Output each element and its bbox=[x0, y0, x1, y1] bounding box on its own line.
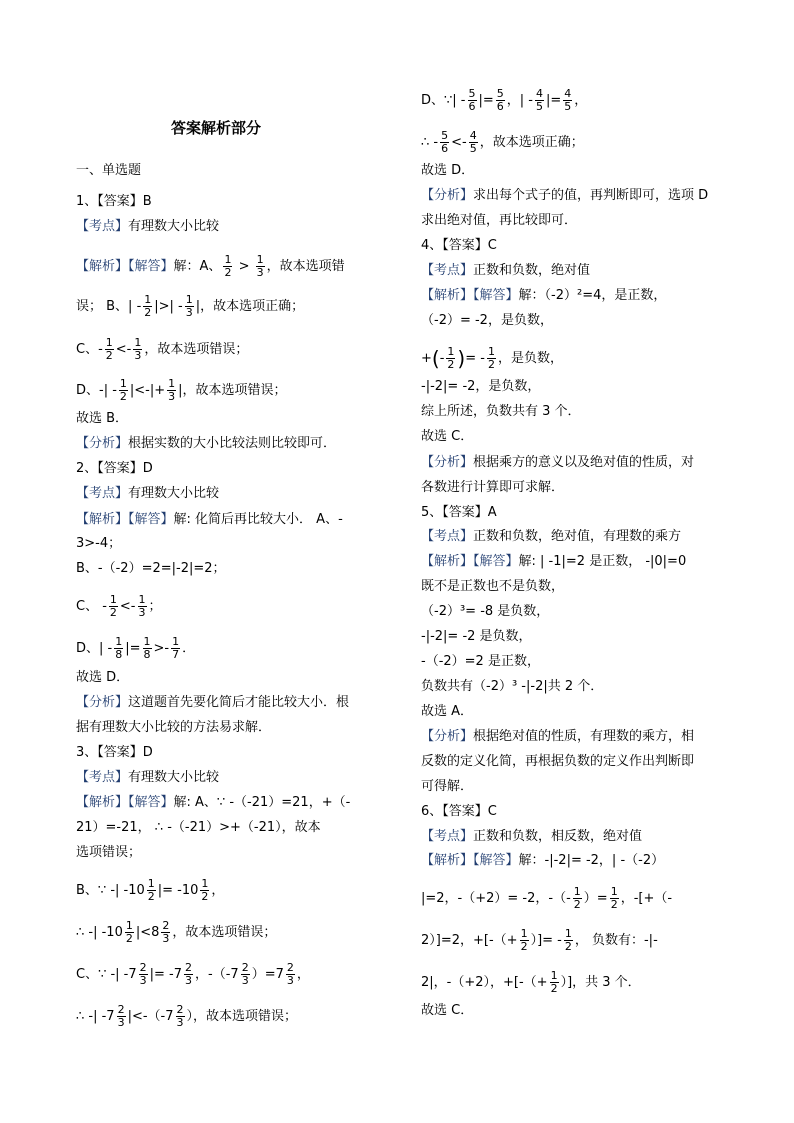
q4-fenxi-line1: 【分析】根据乘方的意义以及绝对值的性质，对 bbox=[421, 455, 695, 470]
q6-jiexi-line3: 2）]=2，+[-（+ $\frac{1}{2}$ ）]= - $\frac{1}{2}$ ， 负数有：-|- bbox=[421, 927, 658, 953]
fraction: $\frac{1}{2}$ bbox=[520, 927, 528, 953]
q5-jiexi-line3: （-2）³= -8 是负数， bbox=[421, 604, 550, 619]
fraction: $\frac{1}{2}$ bbox=[105, 336, 113, 362]
fraction: $\frac{5}{6}$ bbox=[441, 129, 449, 155]
q3-jiexi-line2: 21）=-21， ∴ -（-21）>+（-21），故本 bbox=[76, 820, 321, 835]
fraction: $\frac{2}{3}$ bbox=[185, 961, 193, 987]
q2-jiexi-line5: D、| - $\frac{1}{8}$ |= $\frac{1}{8}$ >- $\frac{1}{7}$ ． bbox=[76, 635, 196, 661]
q1-jiexi-line1: 【解析】【解答】解：A、 $\frac{1}{2}$ > $\frac{1}{3}$ ，故本选项错 bbox=[76, 253, 345, 279]
q6-choose: 故选 C． bbox=[421, 1003, 474, 1018]
fraction: $\frac{1}{2}$ bbox=[573, 885, 581, 911]
q6-jiexi-line1: 【解析】【解答】解：-|-2|= -2，| -（-2） bbox=[421, 853, 665, 868]
fraction: $\frac{1}{3}$ bbox=[134, 336, 142, 362]
fraction: $\frac{1}{2}$ bbox=[224, 253, 232, 279]
fraction: $\frac{2}{3}$ bbox=[241, 961, 249, 987]
q3-c-line1: C、∵ -| -7 $\frac{2}{3}$ |= -7 $\frac{2}{3}$ ，-（-7 $\frac{2}{3}$ ）=7 $\frac{2}{3}$ ， bbox=[76, 961, 310, 987]
q6-jiexi-line2: |=2，-（+2）= -2，-（- $\frac{1}{2}$ ）= $\frac{1}{2}$ ，-[+（- bbox=[421, 885, 673, 911]
q2-fenxi-line1: 【分析】这道题首先要化简后才能比较大小．根 bbox=[76, 695, 350, 710]
fraction: $\frac{1}{2}$ bbox=[144, 293, 152, 319]
q3-fenxi-line1: 【分析】求出每个式子的值，再判断即可，选项 D bbox=[421, 188, 709, 203]
q3-fenxi-line2: 求出绝对值，再比较即可． bbox=[421, 213, 578, 228]
q5-kaodian: 【考点】正数和负数，绝对值，有理数的乘方 bbox=[421, 529, 682, 544]
fraction: $\frac{1}{2}$ bbox=[125, 919, 133, 945]
q3-d-line1: D、∵| - $\frac{5}{6}$ |= $\frac{5}{6}$ ，| - $\frac{4}{5}$ |= $\frac{4}{5}$ ， bbox=[421, 87, 588, 113]
q5-jiexi-line2: 既不是正数也不是负数， bbox=[421, 579, 565, 594]
q3-b-line1: B、∵ -| -10 $\frac{1}{2}$ |= -10 $\frac{1}{2}$ ， bbox=[76, 877, 225, 903]
page-title: 答案解析部分 bbox=[171, 119, 262, 137]
fraction: $\frac{5}{6}$ bbox=[496, 87, 504, 113]
q5-choose: 故选 A． bbox=[421, 704, 474, 719]
q4-jiexi-line1: 【解析】【解答】解：（-2）²=4，是正数， bbox=[421, 288, 667, 303]
q1-fenxi: 【分析】根据实数的大小比较法则比较即可． bbox=[76, 436, 337, 451]
q3-jiexi-line1: 【解析】【解答】解: A、∵ -（-21）=21，+（- bbox=[76, 795, 351, 810]
q4-answer: 4、【答案】C bbox=[421, 238, 497, 253]
fraction: $\frac{1}{8}$ bbox=[143, 635, 151, 661]
fraction: $\frac{1}{2}$ bbox=[610, 885, 618, 911]
fraction: $\frac{1}{2}$ bbox=[119, 377, 127, 403]
q2-kaodian: 【考点】有理数大小比较 bbox=[76, 486, 220, 501]
fraction: $\frac{1}{2}$ bbox=[109, 593, 117, 619]
q3-choose: 故选 D． bbox=[421, 163, 475, 178]
fraction: $\frac{4}{5}$ bbox=[564, 87, 572, 113]
q5-jiexi-line5: -（-2）=2 是正数， bbox=[421, 654, 540, 669]
q2-choose: 故选 D． bbox=[76, 670, 130, 685]
q3-c-line2: ∴ -| -7 $\frac{2}{3}$ |<-（-7 $\frac{2}{3}$ ），故本选项错误； bbox=[76, 1003, 298, 1029]
q5-fenxi-line1: 【分析】根据绝对值的性质，有理数的乘方，相 bbox=[421, 729, 695, 744]
q4-kaodian: 【考点】正数和负数，绝对值 bbox=[421, 263, 591, 278]
q2-fenxi-line2: 据有理数大小比较的方法易求解． bbox=[76, 720, 272, 735]
q4-fenxi-line2: 各数进行计算即可求解． bbox=[421, 480, 565, 495]
q2-jiexi-line2: 3>-4； bbox=[76, 536, 122, 551]
q1-jiexi-line2: 误； B、| - $\frac{1}{2}$ |>| - $\frac{1}{3}$ |，故本选项正确； bbox=[76, 293, 305, 319]
fraction: $\frac{1}{7}$ bbox=[172, 635, 180, 661]
q5-fenxi-line3: 可得解． bbox=[421, 779, 474, 794]
q5-jiexi-line4: -|-2|= -2 是负数， bbox=[421, 629, 532, 644]
q4-jiexi-line2: （-2）= -2，是负数， bbox=[421, 313, 553, 328]
q3-kaodian: 【考点】有理数大小比较 bbox=[76, 770, 220, 785]
section-heading: 一、单选题 bbox=[76, 163, 142, 178]
fraction: $\frac{1}{3}$ bbox=[168, 377, 176, 403]
fraction: $\frac{1}{3}$ bbox=[256, 253, 264, 279]
q1-kaodian: 【考点】有理数大小比较 bbox=[76, 219, 220, 234]
q4-choose: 故选 C． bbox=[421, 429, 474, 444]
q5-fenxi-line2: 反数的定义化简，再根据负数的定义作出判断即 bbox=[421, 754, 695, 769]
fraction: $\frac{4}{5}$ bbox=[536, 87, 543, 113]
q5-jiexi-line6: 负数共有（-2）³ -|-2|共 2 个． bbox=[421, 679, 604, 694]
q1-answer: 1、【答案】B bbox=[76, 194, 152, 209]
q3-b-line2: ∴ -| -10 $\frac{1}{2}$ |<8 $\frac{2}{3}$ ，故本选项错误； bbox=[76, 919, 277, 945]
q5-answer: 5、【答案】A bbox=[421, 505, 497, 520]
fraction: $\frac{1}{2}$ bbox=[147, 877, 155, 903]
q3-answer: 3、【答案】D bbox=[76, 745, 153, 760]
fraction: $\frac{2}{3}$ bbox=[286, 961, 294, 987]
q1-jiexi-line3: C、- $\frac{1}{2}$ <- $\frac{1}{3}$ ，故本选项错误； bbox=[76, 336, 249, 362]
q2-jiexi-line4: C、 - $\frac{1}{2}$ <- $\frac{1}{3}$ ； bbox=[76, 593, 162, 619]
fraction: $\frac{1}{2}$ bbox=[201, 877, 209, 903]
fraction: $\frac{5}{6}$ bbox=[468, 87, 476, 113]
fraction: $\frac{1}{2}$ bbox=[550, 969, 558, 995]
q1-jiexi-line4: D、-| - $\frac{1}{2}$ |<-|+ $\frac{1}{3}$ |，故本选项错误； bbox=[76, 377, 287, 403]
q6-answer: 6、【答案】C bbox=[421, 804, 497, 819]
fraction: $\frac{1}{2}$ bbox=[447, 345, 455, 371]
fraction: $\frac{1}{2}$ bbox=[564, 927, 572, 953]
q3-jiexi-line3: 选项错误； bbox=[76, 845, 142, 860]
q6-jiexi-line4: 2|，-（+2），+[-（+ $\frac{1}{2}$ ）]，共 3 个． bbox=[421, 969, 641, 995]
q2-answer: 2、【答案】D bbox=[76, 461, 153, 476]
fraction: $\frac{1}{3}$ bbox=[185, 293, 193, 319]
q2-jiexi-line1: 【解析】【解答】解: 化简后再比较大小． A、- bbox=[76, 512, 343, 527]
q1-choose: 故选 B． bbox=[76, 411, 129, 426]
fraction: $\frac{1}{3}$ bbox=[138, 593, 146, 619]
fraction: $\frac{1}{2}$ bbox=[487, 345, 495, 371]
q2-jiexi-line3: B、-（-2）=2=|-2|=2； bbox=[76, 561, 226, 576]
q6-kaodian: 【考点】正数和负数，相反数，绝对值 bbox=[421, 829, 643, 844]
fraction: $\frac{4}{5}$ bbox=[469, 129, 477, 155]
q3-d-line2: ∴ - $\frac{5}{6}$ <- $\frac{4}{5}$ ，故本选项正确； bbox=[421, 129, 584, 155]
q4-jiexi-line5: 综上所述，负数共有 3 个． bbox=[421, 404, 581, 419]
fraction: $\frac{2}{3}$ bbox=[176, 1003, 184, 1029]
fraction: $\frac{2}{3}$ bbox=[117, 1003, 125, 1029]
q5-jiexi-line1: 【解析】【解答】解: | -1|=2 是正数， -|0|=0 bbox=[421, 554, 687, 569]
q4-jiexi-line3: +(- $\frac{1}{2}$ )= - $\frac{1}{2}$ ，是负数， bbox=[421, 345, 563, 371]
fraction: $\frac{2}{3}$ bbox=[162, 919, 170, 945]
fraction: $\frac{1}{8}$ bbox=[115, 635, 123, 661]
fraction: $\frac{2}{3}$ bbox=[139, 961, 147, 987]
q4-jiexi-line4: -|-2|= -2，是负数， bbox=[421, 379, 541, 394]
